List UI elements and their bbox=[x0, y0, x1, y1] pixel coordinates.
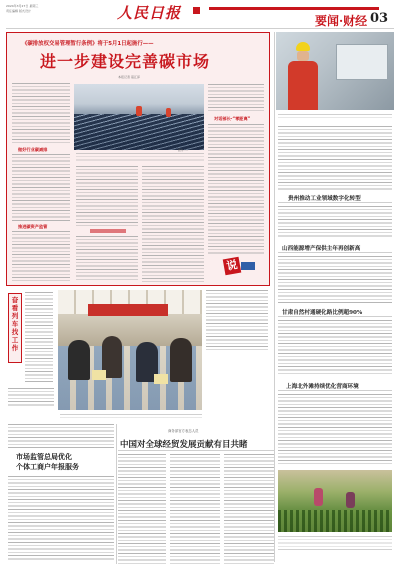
series-body-text bbox=[8, 388, 54, 408]
masthead-seal bbox=[193, 7, 200, 14]
lead-body-text bbox=[12, 231, 70, 281]
right-headline-4: 上海北外滩持续优化营商环境 bbox=[286, 384, 359, 390]
lead-headline: 进一步建设完善碳市场 bbox=[40, 52, 211, 71]
red-banner bbox=[88, 304, 168, 316]
photo-caption-name: 图为…… bbox=[178, 149, 189, 152]
lead-body-text bbox=[12, 154, 70, 222]
bottom-center-text bbox=[170, 454, 220, 564]
bottom-kicker: 商务部官方表态人员 bbox=[168, 429, 199, 433]
right-body-text bbox=[278, 126, 392, 190]
worker-photo bbox=[276, 32, 394, 110]
left-headline-2: 个体工商户年报服务 bbox=[16, 462, 79, 471]
column-divider bbox=[274, 32, 275, 562]
lead-body-text bbox=[12, 83, 70, 143]
date-line: 2024年3月27日 星期三 bbox=[6, 4, 39, 8]
passenger bbox=[170, 338, 192, 382]
divider bbox=[278, 202, 392, 203]
train-carriage-photo bbox=[58, 290, 202, 410]
solar-panel-rows bbox=[74, 114, 204, 150]
lead-subhead-2: 推进碳资产监管 bbox=[18, 224, 48, 229]
right-body-text bbox=[278, 256, 392, 304]
right-headline-1: 贵州推动工业领域数字化转型 bbox=[288, 196, 361, 202]
divider bbox=[278, 252, 392, 253]
worker-face bbox=[297, 51, 309, 61]
right-headline-2: 山西能源增产保供主年再创新高 bbox=[282, 246, 361, 252]
lead-subhead-1: 做好行业碳减排 bbox=[18, 147, 48, 152]
editor-line: 责任编辑 版式设计 bbox=[6, 9, 31, 13]
lead-sidebar-text bbox=[208, 124, 264, 254]
lead-sidebar-title: 对话部长·“零距离” bbox=[214, 116, 251, 121]
farmer-figure bbox=[346, 492, 355, 508]
right-body-text bbox=[278, 206, 392, 238]
brand-mark: 说 bbox=[223, 257, 242, 276]
worker-figure bbox=[136, 106, 142, 116]
lead-photo bbox=[74, 84, 204, 150]
header-bar bbox=[209, 7, 379, 10]
right-headline-3: 甘肃自然村通硬化路比例超90% bbox=[282, 310, 363, 316]
right-body-text bbox=[278, 320, 392, 376]
bottom-left-text bbox=[8, 424, 114, 450]
series-label: 奋 看 列 车 找 工 作 bbox=[11, 296, 19, 352]
right-body-text bbox=[278, 394, 392, 466]
divider bbox=[278, 390, 392, 391]
photo-caption bbox=[76, 153, 204, 162]
left-headline-1: 市场监管总局优化 bbox=[16, 452, 72, 461]
bottom-left-text bbox=[8, 476, 114, 562]
bottom-center-text bbox=[224, 454, 274, 564]
masthead: 人民日报 bbox=[117, 4, 182, 22]
lead-body-text bbox=[76, 236, 138, 282]
worker-figure bbox=[166, 108, 171, 117]
bottom-center-text bbox=[118, 454, 166, 564]
lead-byline: 本报记者 寇江泽 bbox=[118, 75, 140, 79]
divider bbox=[278, 316, 392, 317]
column-divider bbox=[116, 424, 117, 564]
flyer bbox=[154, 374, 168, 384]
lead-body-text bbox=[76, 166, 138, 226]
header-divider bbox=[6, 28, 394, 29]
passenger bbox=[68, 340, 90, 380]
bottom-headline: 中国对全球经贸发展贡献有目共睹 bbox=[120, 440, 248, 450]
worker-uniform bbox=[288, 61, 318, 110]
flyer bbox=[92, 370, 106, 380]
crop-rows bbox=[278, 510, 392, 532]
lead-sidebar-intro bbox=[208, 84, 264, 112]
page-number: 03 bbox=[370, 11, 389, 26]
brand-mark-accent bbox=[241, 262, 255, 270]
photo-caption bbox=[278, 114, 392, 120]
lead-body-text bbox=[142, 166, 204, 282]
worker-helmet bbox=[296, 42, 310, 51]
middle-body-text bbox=[206, 290, 268, 352]
section-name: 要闻·财经 bbox=[315, 14, 368, 28]
photo-caption bbox=[60, 414, 202, 420]
photo-caption bbox=[278, 536, 392, 550]
series-body-text bbox=[25, 292, 53, 382]
farmer-figure bbox=[314, 488, 323, 506]
screen-panel bbox=[336, 44, 388, 80]
lead-kicker: 《碳排放权交易管理暂行条例》将于5月1日起施行—— bbox=[22, 41, 154, 47]
divider bbox=[118, 450, 274, 451]
lead-subhead-3 bbox=[90, 229, 126, 233]
field-photo bbox=[278, 470, 392, 532]
